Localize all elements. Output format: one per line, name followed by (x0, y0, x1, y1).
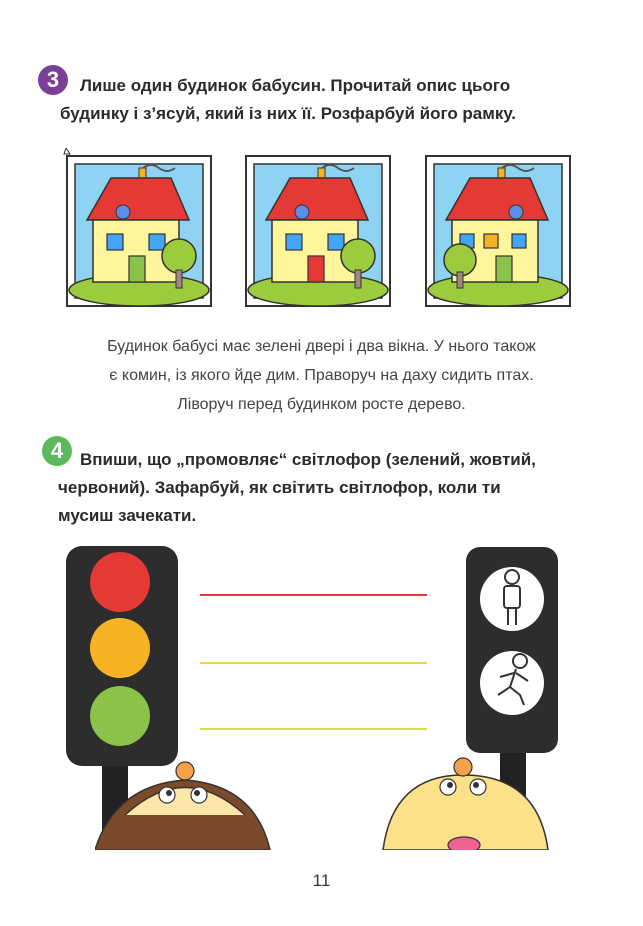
page-number: 11 (312, 871, 331, 890)
task-4-number-badge: 4 (42, 436, 72, 466)
answer-line-red[interactable] (200, 594, 427, 596)
task-4-line-2: червоний). Зафарбуй, як світить світлофор, коли ти (58, 478, 501, 497)
answer-line-green[interactable] (200, 728, 427, 730)
character-left (95, 755, 275, 850)
house-picture-3 (420, 148, 576, 314)
task-3-line-1: Лише один будинок бабусин. Прочитай опис цього (80, 76, 511, 95)
answer-line-yellow[interactable] (200, 662, 427, 664)
house-picture-1 (61, 148, 217, 314)
house-frame-3[interactable] (420, 148, 576, 314)
task-4-line-1: Впиши, що „промовляє“ світлофор (зелений, жовтий, (80, 450, 536, 469)
task-3-instructions (60, 72, 600, 128)
task-3-number-badge: 3 (38, 65, 68, 95)
description-line-2: є комин, із якого йде дим. Праворуч на даху сидить птах. (109, 367, 534, 384)
stand-signal-light[interactable] (480, 567, 544, 631)
description-line-1: Будинок бабусі має зелені двері і два вікна. У нього також (107, 338, 536, 355)
house-frame-2[interactable] (240, 148, 396, 314)
character-right (378, 755, 553, 850)
task-4-line-3: мусиш зачекати. (58, 506, 197, 525)
red-light[interactable] (90, 552, 150, 612)
house-description (40, 332, 603, 419)
house-picture-2 (240, 148, 396, 314)
green-light[interactable] (90, 686, 150, 746)
description-line-3: Ліворуч перед будинком росте дерево. (177, 396, 466, 413)
task-3-line-2: будинку і з’ясуй, який із них її. Розфарбуй його рамку. (60, 104, 517, 123)
yellow-light[interactable] (90, 618, 150, 678)
house-frame-1[interactable] (61, 148, 217, 314)
task-4-instructions (58, 446, 600, 530)
